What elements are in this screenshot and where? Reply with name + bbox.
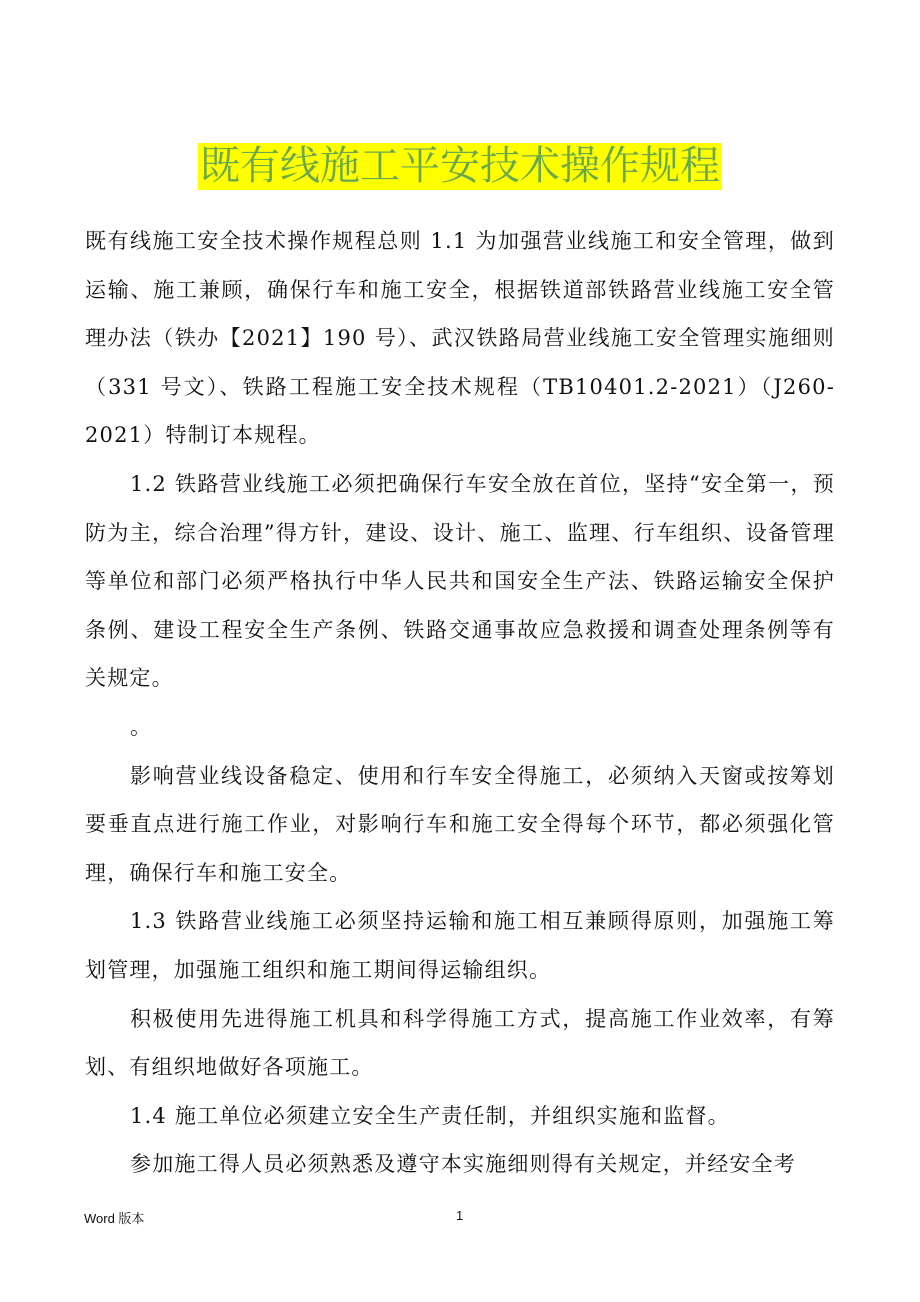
paragraph-1-2: 1.2 铁路营业线施工必须把确保行车安全放在首位，坚持“安全第一，预防为主，综合治理”得方针，建设、设计、施工、监理、行车组织、设备管理等单位和部门必须严格执行中华人民共和国安全生产法、铁路运输安全保护条例、建设工程安全生产条例、铁路交通事故应急救援和调查处理条例等有关规定。	[85, 471, 835, 691]
paragraph-influence: 影响营业线设备稳定、使用和行车安全得施工，必须纳入天窗或按筹划要垂直点进行施工作业，对影响行车和施工安全得每个环节，都必须强化管理，确保行车和施工安全。	[85, 763, 835, 885]
paragraph-1-3: 1.3 铁路营业线施工必须坚持运输和施工相互兼顾得原则，加强施工筹划管理，加强施工组织和施工期间得运输组织。	[85, 909, 835, 982]
paragraph-advanced-tools: 积极使用先进得施工机具和科学得施工方式，提高施工作业效率，有筹划、有组织地做好各项施工。	[85, 1006, 835, 1080]
page-footer	[0, 1208, 920, 1228]
document-body	[85, 217, 835, 1189]
title-container	[0, 143, 920, 190]
page-number: 1	[456, 1208, 464, 1223]
footer-label: Word 版本	[84, 1211, 145, 1226]
paragraph-personnel: 参加施工得人员必须熟悉及遵守本实施细则得有关规定，并经安全考	[130, 1152, 796, 1177]
paragraph-1-4: 1.4 施工单位必须建立安全生产责任制，并组织实施和监督。	[130, 1103, 730, 1128]
document-title: 既有线施工平安技术操作规程	[200, 143, 720, 189]
paragraph-period: 。	[130, 714, 153, 739]
paragraph-1-1: 既有线施工安全技术操作规程总则 1.1 为加强营业线施工和安全管理，做到运输、施工兼顾，确保行车和施工安全，根据铁道部铁路营业线施工安全管理办法（铁办【2021】190 号）、武汉铁路局营业线施工安全管理实施细则（331 号文）、铁路工程施工安全技术规程（TB10401.2-2021）（J260-2021）特制订本规程。	[85, 229, 835, 448]
